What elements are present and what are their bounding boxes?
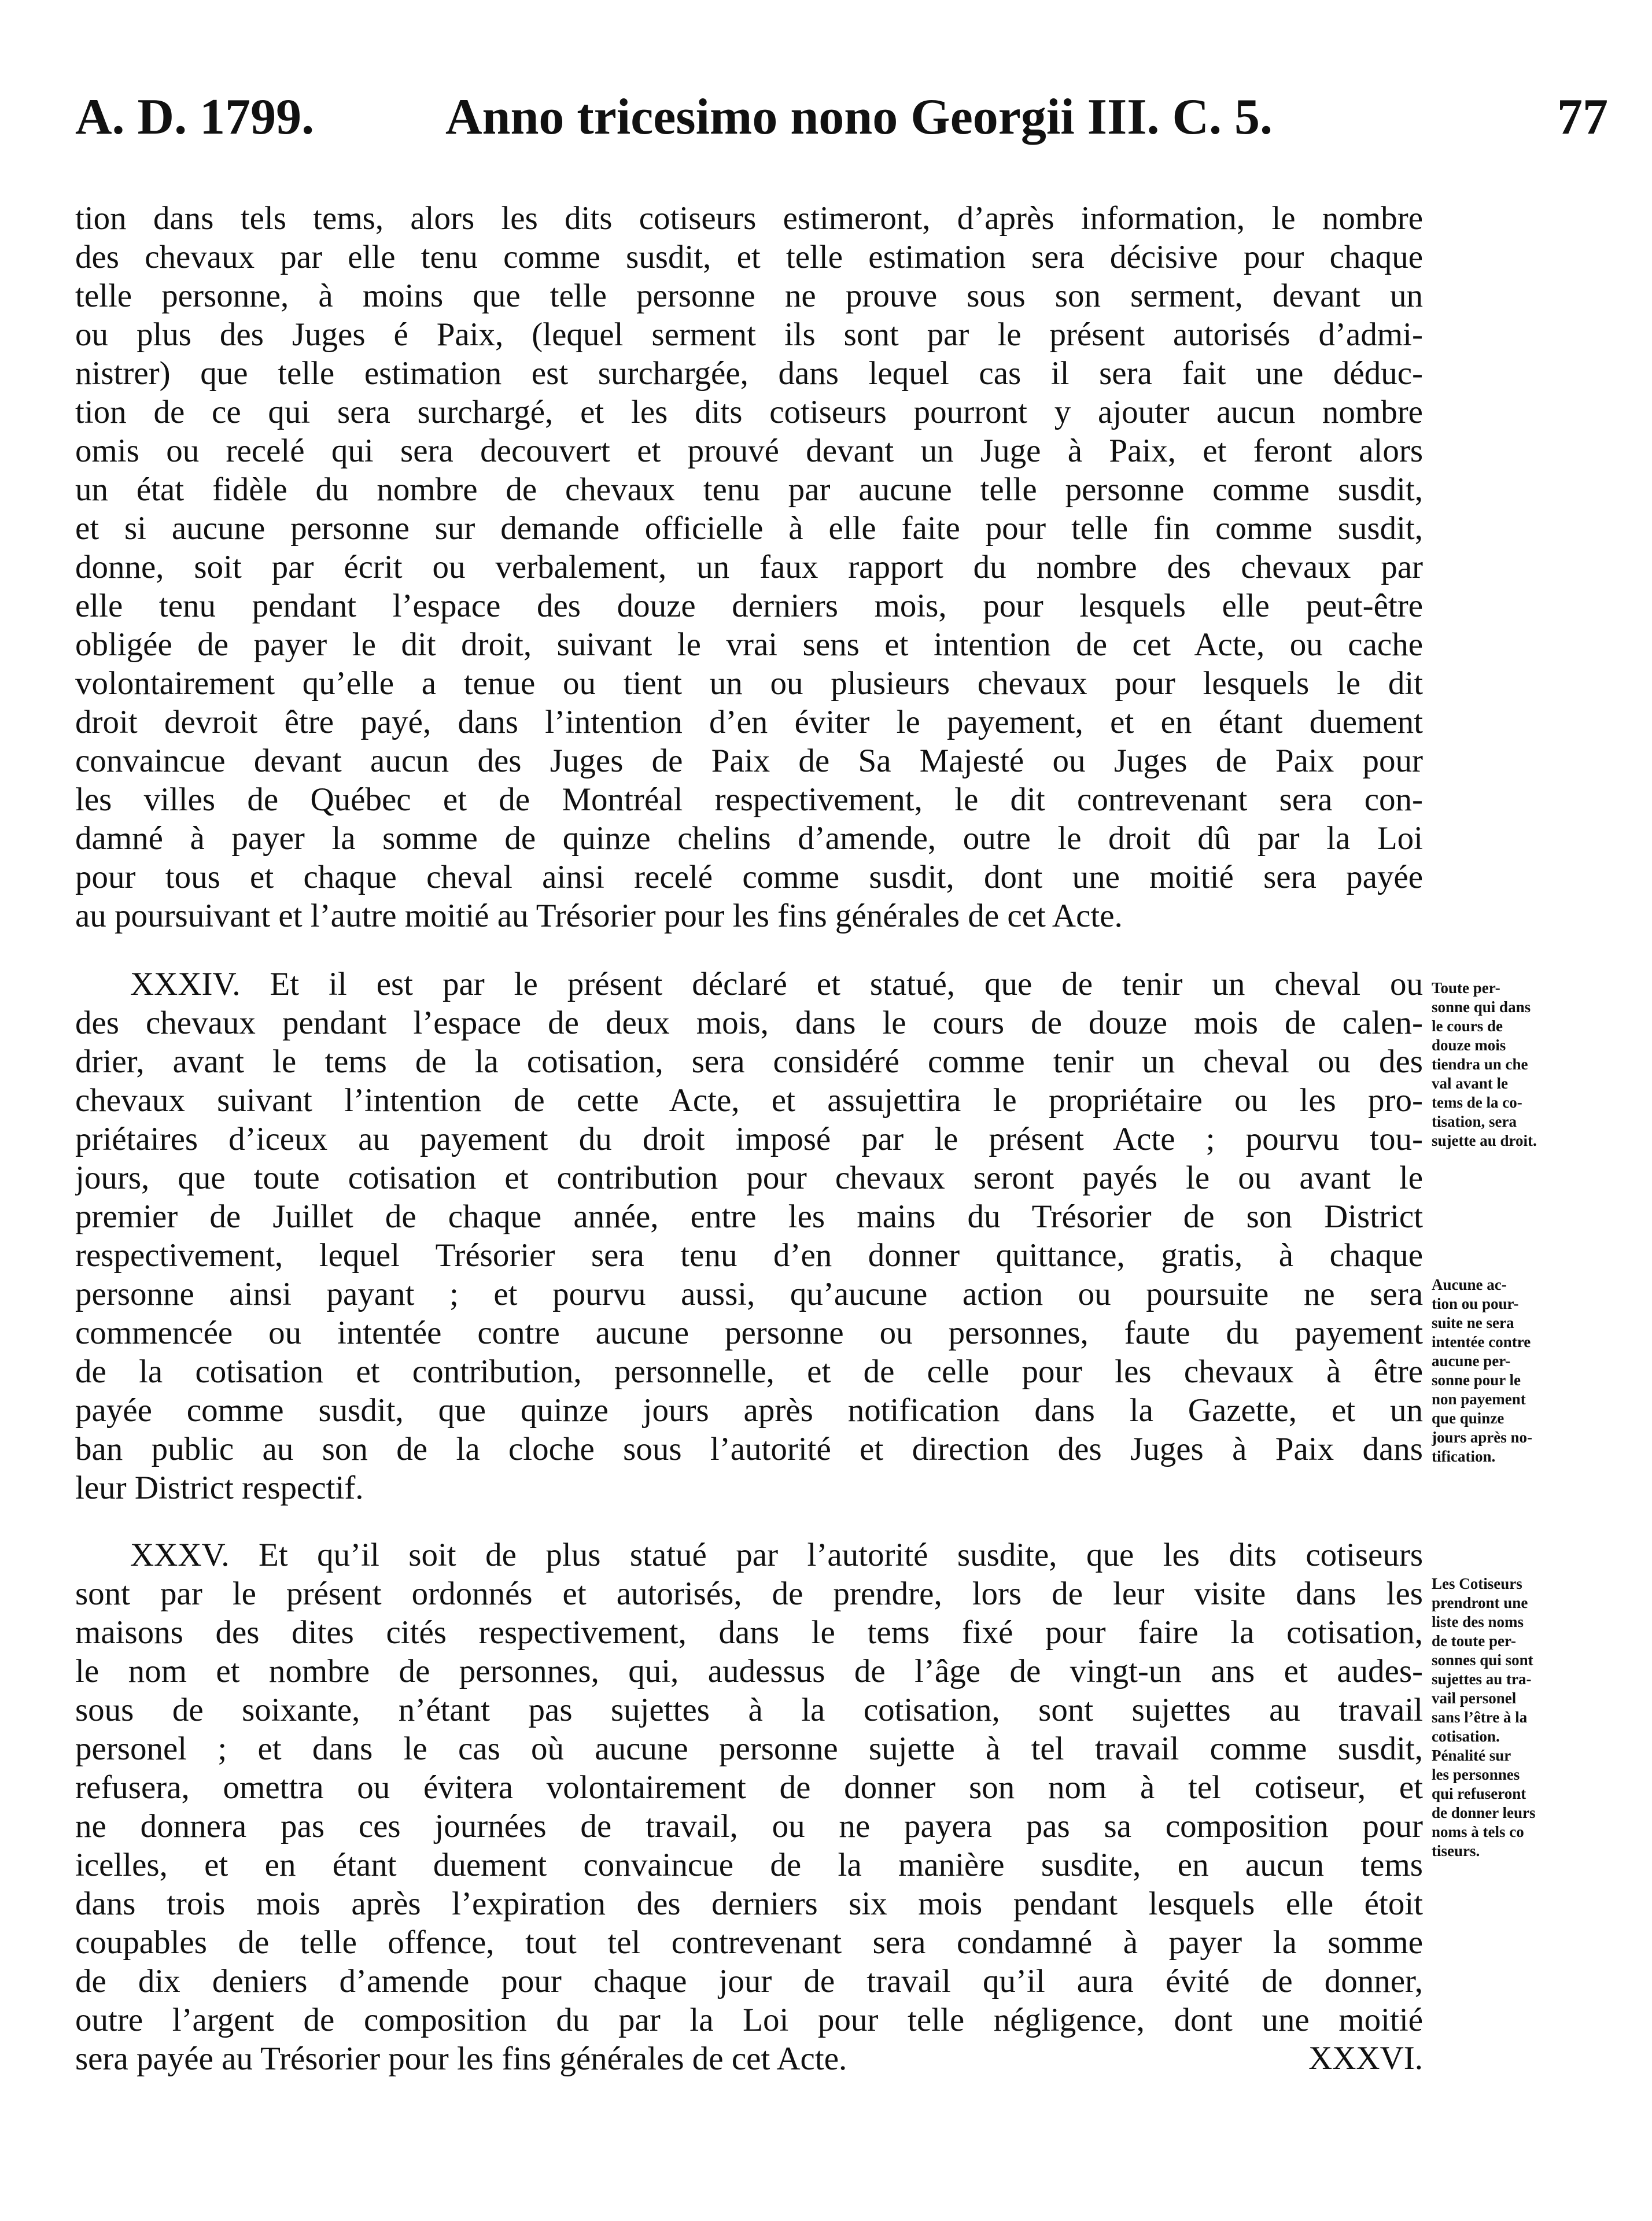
text-line: des chevaux par elle tenu comme susdit, et telle estimation sera décisive pour chaque: [75, 239, 1423, 275]
page-number: 77: [1557, 89, 1608, 145]
text-line: damné à payer la somme de quinze chelins d’amende, outre le droit dû par la Loi: [75, 820, 1423, 857]
margin-note-line: douze mois: [1432, 1036, 1506, 1054]
text-line: convaincue devant aucun des Juges de Paix de Sa Majesté ou Juges de Paix pour: [75, 743, 1423, 779]
paragraph-continuation: [75, 199, 1423, 935]
text-line: au poursuivant et l’autre moitié au Trésorier pour les fins générales de cet Acte.: [75, 898, 1123, 934]
text-line: XXXV. Et qu’il soit de plus statué par l’autorité susdite, que les dits cotiseurs: [130, 1537, 1423, 1573]
margin-note-line: qui refuseront: [1432, 1785, 1526, 1802]
margin-note-line: tisation, sera: [1432, 1113, 1517, 1130]
text-line: ou plus des Juges é Paix, (lequel serment ils sont par le présent autorisés d’admi-: [75, 316, 1423, 353]
header-title: Anno tricesimo nono Georgii III. C. 5.: [445, 89, 1273, 145]
margin-note-cotiseurs: [1432, 1574, 1617, 1861]
margin-note-line: prendront une: [1432, 1594, 1528, 1611]
text-line: pour tous et chaque cheval ainsi recelé comme susdit, dont une moitié sera payée: [75, 859, 1423, 895]
margin-note-line: tiendra un che: [1432, 1056, 1528, 1073]
text-line: outre l’argent de composition du par la Loi pour telle négligence, dont une moitié: [75, 2002, 1423, 2038]
margin-note-line: noms à tels co: [1432, 1823, 1524, 1840]
text-line: un état fidèle du nombre de chevaux tenu par aucune telle personne comme susdit,: [75, 471, 1423, 508]
running-header: [75, 86, 1608, 149]
margin-note-line: les personnes: [1432, 1766, 1520, 1783]
margin-note-line: tification.: [1432, 1448, 1496, 1465]
text-line: tion dans tels tems, alors les dits cotiseurs estimeront, d’après information, le nombre: [75, 200, 1423, 237]
margin-note-line: intentée contre: [1432, 1333, 1531, 1351]
text-line: maisons des dites cités respectivement, dans le tems fixé pour faire la cotisation,: [75, 1614, 1423, 1651]
text-line: droit devroit être payé, dans l’intention d’en éviter le payement, et en étant duement: [75, 704, 1423, 740]
text-line: premier de Juillet de chaque année, entre les mains du Trésorier de son District: [75, 1198, 1423, 1235]
margin-note-line: jours après no-: [1432, 1429, 1532, 1446]
text-line: nistrer) que telle estimation est surchargée, dans lequel cas il sera fait une déduc-: [75, 355, 1423, 392]
margin-note-line: de donner leurs: [1432, 1804, 1536, 1821]
margin-note-line: liste des noms: [1432, 1613, 1524, 1630]
margin-note-line: sonne pour le: [1432, 1371, 1521, 1389]
margin-note-line: Les Cotiseurs: [1432, 1575, 1522, 1592]
text-line: tion de ce qui sera surchargé, et les dits cotiseurs pourront y ajouter aucun nombre: [75, 394, 1423, 430]
text-line: elle tenu pendant l’espace des douze derniers mois, pour lesquels elle peut-être: [75, 588, 1423, 624]
text-line: leur District respectif.: [75, 1470, 364, 1506]
text-line: payée comme susdit, que quinze jours après notification dans la Gazette, et un: [75, 1392, 1423, 1429]
text-line: drier, avant le tems de la cotisation, sera considéré comme tenir un cheval ou des: [75, 1043, 1423, 1080]
margin-note-line: sonnes qui sont: [1432, 1651, 1533, 1669]
margin-note-line: Pénalité sur: [1432, 1747, 1511, 1764]
catchword: XXXVI.: [1308, 2040, 1423, 2076]
margin-note-line: le cours de: [1432, 1017, 1503, 1035]
text-line: ban public au son de la cloche sous l’autorité et direction des Juges à Paix dans: [75, 1431, 1423, 1467]
text-line: XXXIV. Et il est par le présent déclaré et statué, que de tenir un cheval ou: [130, 966, 1423, 1002]
margin-note-line: sujettes au tra-: [1432, 1670, 1532, 1688]
text-line: commencée ou intentée contre aucune personne ou personnes, faute du payement: [75, 1315, 1423, 1351]
text-line: dans trois mois après l’expiration des derniers six mois pendant lesquels elle étoit: [75, 1886, 1423, 1922]
text-line: priétaires d’iceux au payement du droit imposé par le présent Acte ; pourvu tou-: [75, 1121, 1423, 1157]
text-line: donne, soit par écrit ou verbalement, un faux rapport du nombre des chevaux par: [75, 549, 1423, 585]
text-line: des chevaux pendant l’espace de deux mois, dans le cours de douze mois de calen-: [75, 1005, 1423, 1041]
text-line: sont par le présent ordonnés et autorisés, de prendre, lors de leur visite dans les: [75, 1576, 1423, 1612]
paragraph-xxxiv: [75, 965, 1423, 1507]
margin-note-line: aucune per-: [1432, 1352, 1511, 1370]
catchword-block: [75, 2039, 1423, 2078]
text-line: sous de soixante, n’étant pas sujettes à la cotisation, sont sujettes au travail: [75, 1692, 1423, 1728]
text-line: omis ou recelé qui sera decouvert et prouvé devant un Juge à Paix, et feront alors: [75, 433, 1423, 469]
header-year: A. D. 1799.: [75, 89, 315, 145]
text-line: sera payée au Trésorier pour les fins générales de cet Acte.: [75, 2041, 847, 2077]
paragraph-xxxv: [75, 1536, 1423, 2078]
margin-note-line: sonne qui dans: [1432, 998, 1531, 1016]
text-line: de la cotisation et contribution, personnelle, et de celle pour les chevaux à être: [75, 1353, 1423, 1390]
margin-note-line: tion ou pour-: [1432, 1295, 1519, 1312]
margin-note-line: suite ne sera: [1432, 1314, 1514, 1331]
text-line: icelles, et en étant duement convaincue de la manière susdite, en aucun tems: [75, 1847, 1423, 1883]
text-line: volontairement qu’elle a tenue ou tient un ou plusieurs chevaux pour lesquels le dit: [75, 665, 1423, 702]
margin-note-line: Toute per-: [1432, 979, 1500, 997]
margin-note-line: tems de la co-: [1432, 1094, 1522, 1111]
text-line: les villes de Québec et de Montréal respectivement, le dit contrevenant sera con-: [75, 781, 1423, 818]
margin-note-actions: [1432, 1275, 1617, 1466]
text-line: respectivement, lequel Trésorier sera tenu d’en donner quittance, gratis, à chaque: [75, 1237, 1423, 1274]
text-line: chevaux suivant l’intention de cette Acte, et assujettira le propriétaire ou les pro-: [75, 1082, 1423, 1119]
text-line: obligée de payer le dit droit, suivant le vrai sens et intention de cet Acte, ou cache: [75, 626, 1423, 663]
margin-note-horses: [1432, 979, 1617, 1150]
text-line: de dix deniers d’amende pour chaque jour de travail qu’il aura évité de donner,: [75, 1963, 1423, 1999]
margin-note-line: val avant le: [1432, 1075, 1508, 1092]
text-line: jours, que toute cotisation et contribution pour chevaux seront payés le ou avant le: [75, 1160, 1423, 1196]
margin-note-line: non payement: [1432, 1390, 1526, 1408]
margin-note-line: sujette au droit.: [1432, 1132, 1537, 1149]
margin-note-line: Aucune ac-: [1432, 1276, 1507, 1293]
text-line: ne donnera pas ces journées de travail, ou ne payera pas sa composition pour: [75, 1808, 1423, 1844]
margin-note-line: cotisation.: [1432, 1728, 1500, 1745]
margin-note-line: sans l’être à la: [1432, 1709, 1528, 1726]
margin-note-line: que quinze: [1432, 1410, 1505, 1427]
text-line: le nom et nombre de personnes, qui, audessus de l’âge de vingt-un ans et audes-: [75, 1653, 1423, 1689]
margin-note-line: de toute per-: [1432, 1632, 1516, 1650]
text-line: coupables de telle offence, tout tel contrevenant sera condamné à payer la somme: [75, 1924, 1423, 1961]
margin-note-line: tiseurs.: [1432, 1842, 1480, 1860]
text-line: telle personne, à moins que telle personne ne prouve sous son serment, devant un: [75, 278, 1423, 314]
margin-note-line: vail personel: [1432, 1689, 1517, 1707]
text-line: et si aucune personne sur demande officielle à elle faite pour telle fin comme susdit,: [75, 510, 1423, 547]
text-line: personne ainsi payant ; et pourvu aussi, qu’aucune action ou poursuite ne sera: [75, 1276, 1423, 1312]
text-line: refusera, omettra ou évitera volontairement de donner son nom à tel cotiseur, et: [75, 1769, 1423, 1806]
text-line: personel ; et dans le cas où aucune personne sujette à tel travail comme susdit,: [75, 1731, 1423, 1767]
